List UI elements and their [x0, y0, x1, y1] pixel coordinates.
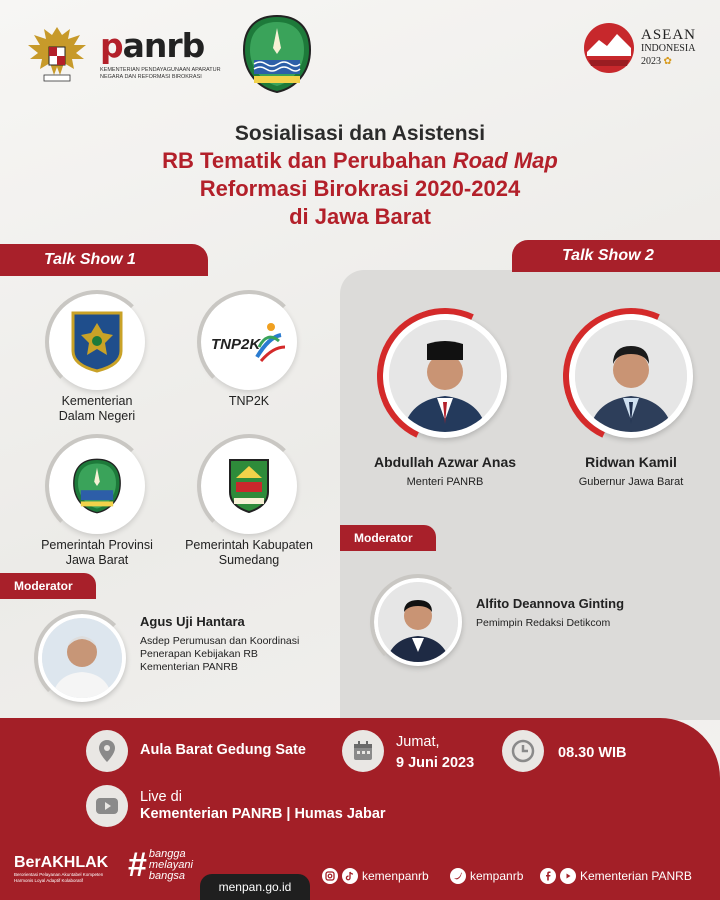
jawa-barat-logo — [240, 14, 314, 94]
tiktok-icon — [342, 868, 358, 884]
asean-flower-icon: ✿ — [663, 55, 672, 67]
hashtag-line1: bangga — [148, 847, 186, 860]
hashtag-line2: melayani — [148, 858, 193, 871]
event-time: 08.30 WIB — [558, 745, 627, 761]
youtube-icon — [86, 785, 128, 827]
social-twitter[interactable] — [450, 868, 523, 884]
moderator2-photo — [378, 582, 458, 662]
social-handle-3: Kementerian PANRB — [580, 869, 692, 883]
title-line4: di Jawa Barat — [289, 204, 431, 229]
moderator1-role: Asdep Perumusan dan Koordinasi Penerapan Kebijakan RB Kementerian PANRB — [140, 635, 300, 673]
twitter-icon — [450, 868, 466, 884]
header-logos — [24, 14, 314, 94]
live-channels: Kementerian PANRB | Humas Jabar — [140, 806, 386, 822]
moderator2-tab: Moderator — [340, 525, 436, 551]
institution-label: TNP2K — [228, 394, 270, 408]
calendar-icon — [342, 730, 384, 772]
speaker1-photo — [389, 320, 501, 432]
institution-kemendagri — [22, 294, 172, 424]
tnp2k-logo-text: TNP2K — [211, 336, 261, 353]
social-facebook-youtube[interactable] — [540, 868, 692, 884]
institution-jabar — [22, 438, 172, 568]
sumedang-logo — [226, 458, 272, 514]
social-instagram-tiktok[interactable] — [322, 868, 429, 884]
moderator2-name: Alfito Deannova Ginting — [476, 596, 625, 611]
berakhlak-subtitle: Berorientasi Pelayanan Akuntabel Kompeten Harmonis Loyal Adaptif Kolaboratif — [14, 872, 104, 883]
moderator1-photo — [42, 618, 122, 698]
title-line2-b: Road Map — [452, 148, 558, 173]
panrb-logo: panrb KEMENTERIAN PENDAYAGUNAAN APARATUR NEGARA DAN REFORMASI BIROKRASI — [100, 28, 230, 81]
bangga-melayani-bangsa-logo — [128, 848, 193, 882]
asean-line1: ASEAN — [640, 26, 696, 43]
speaker2-name: Ridwan Kamil — [585, 454, 677, 470]
jawa-barat-logo — [71, 457, 123, 515]
asean-2023-logo — [583, 22, 696, 74]
clock-icon — [502, 730, 544, 772]
speaker1-name: Abdullah Azwar Anas — [373, 454, 517, 470]
moderator1-name: Agus Uji Hantara — [140, 614, 245, 629]
institution-sumedang — [174, 438, 324, 568]
speaker2-photo — [575, 320, 687, 432]
asean-line3: 2023 — [640, 55, 661, 67]
garuda-pancasila-logo — [24, 21, 90, 87]
location-pin-icon — [86, 730, 128, 772]
hashtag-icon: # — [128, 846, 147, 884]
asean-emblem-icon — [583, 22, 635, 74]
event-location: Aula Barat Gedung Sate — [140, 742, 306, 758]
event-title — [0, 120, 720, 231]
title-line2-a: RB Tematik dan Perubahan — [162, 148, 453, 173]
social-handle-2: kempanrb — [470, 869, 524, 883]
instagram-icon — [322, 868, 338, 884]
hashtag-line3: bangsa — [148, 869, 186, 882]
institution-label: Pemerintah Provinsi Jawa Barat — [41, 538, 153, 567]
facebook-icon — [540, 868, 556, 884]
youtube-small-icon — [560, 868, 576, 884]
tnp2k-logo — [209, 317, 289, 367]
event-date: 9 Juni 2023 — [396, 755, 475, 771]
moderator2 — [374, 578, 624, 666]
speaker2-role: Gubernur Jawa Barat — [578, 476, 684, 488]
speaker-ridwan-kamil — [556, 314, 706, 488]
institution-label: Pemerintah Kabupaten Sumedang — [185, 538, 313, 567]
speaker-anas — [370, 314, 520, 488]
moderator1-tab: Moderator — [0, 573, 96, 599]
institution-label: Kementerian Dalam Negeri — [58, 394, 136, 423]
panrb-subtitle: KEMENTERIAN PENDAYAGUNAAN APARATUR NEGARA DAN REFORMASI BIROKRASI — [100, 66, 221, 80]
moderator1 — [38, 614, 299, 702]
berakhlak-logo — [14, 854, 110, 883]
live-label: Live di — [140, 789, 182, 805]
speaker1-role: Menteri PANRB — [406, 476, 484, 488]
event-day: Jumat, — [396, 734, 440, 750]
title-line1: Sosialisasi dan Asistensi — [234, 122, 486, 145]
kemendagri-logo — [69, 311, 125, 373]
social-handle-1: kemenpanrb — [362, 869, 429, 883]
panrb-logo-text: anrb — [122, 25, 205, 65]
moderator2-role: Pemimpin Redaksi Detikcom — [476, 617, 611, 629]
berakhlak-text: BerAKHLAK — [14, 854, 109, 871]
institution-tnp2k — [174, 294, 324, 409]
talkshow2-tab: Talk Show 2 — [512, 240, 720, 272]
title-line3: Reformasi Birokrasi 2020-2024 — [199, 176, 521, 201]
talkshow1-tab: Talk Show 1 — [0, 244, 208, 276]
asean-line2: INDONESIA — [640, 42, 696, 54]
website-url[interactable]: menpan.go.id — [200, 874, 310, 900]
